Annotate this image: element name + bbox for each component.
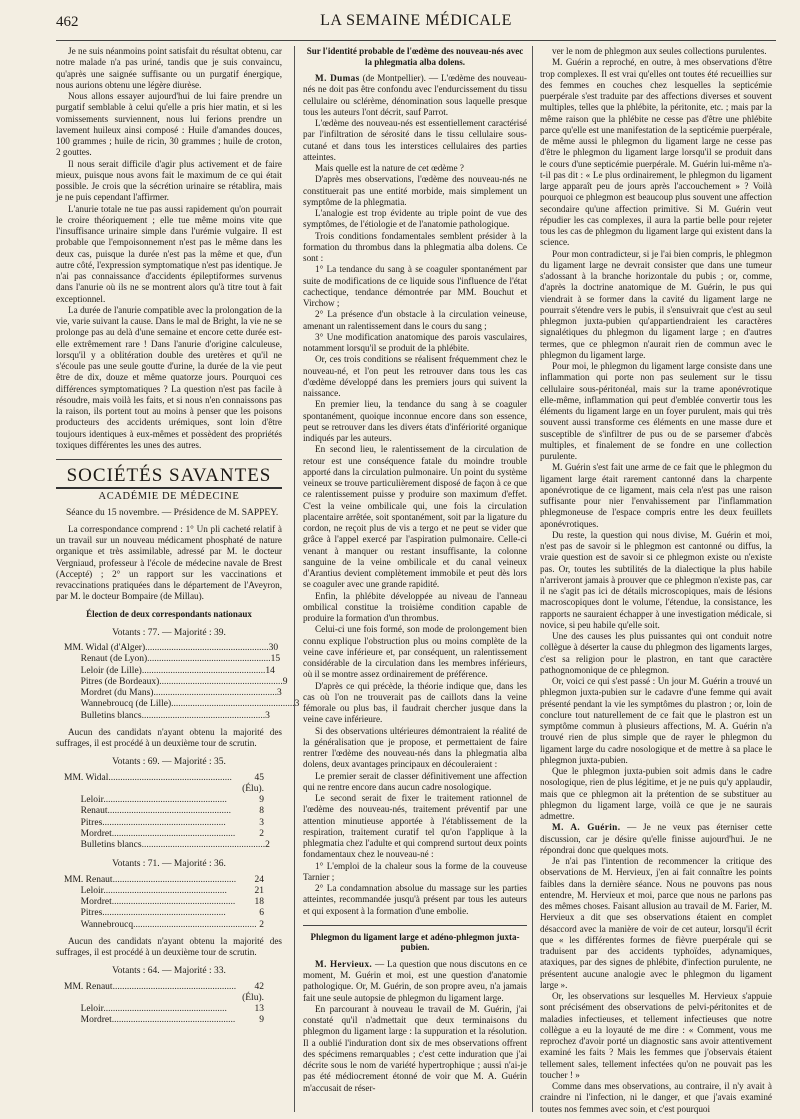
paragraph: Or, ces trois conditions se réalisent fréquemment chez le nouveau-né, et l'on peut les retrouver dans tous les cas d'œdème développé dans les premiers jours qui suivent la naissance. [303, 354, 527, 398]
paragraph: Nous allons essayer aujourd'hui de lui faire prendre un purgatif semblable à celui qu'elle a pris hier matin, et si les vomissements surviennent, nous lui ferions prendre un lavement huileux ainsi composé : Huile d'amandes douces, 100 grammes ; huile de ricin, 30 grammes ; huile de croton, 2 gouttes. [56, 91, 282, 158]
vote-count: 24 [254, 874, 264, 885]
paragraph: Trois conditions fondamentales semblent présider à la formation du thrombus dans la phlegmatia alba dolens. Ce sont : [303, 230, 527, 263]
candidate-label: Mordret (du Mans) [80, 688, 154, 698]
paragraph: L'œdème des nouveau-nés est essentiellement caractérisé par l'infiltration de sérosité dans le tissu cellulaire sous-cutané et dans tous les interstices cellulaires des parties atteintes. [303, 118, 527, 162]
candidate-label: Widal [85, 772, 109, 783]
paragraph: Enfin, la phlébite développée au niveau de l'anneau ombilical constitue la troisième condition capable de produire la formation d'un thrombus. [303, 590, 527, 623]
leader-dots: .................................................... [107, 806, 232, 817]
paragraph: Si des observations ultérieures démontraient la réalité de la généralisation que je propose, et permettaient de faire rentrer l'œdème des nouveau-nés dans la phlegmatia alba dolens, deux avantages principaux en découleraient : [303, 725, 527, 770]
speaker-text: — Je ne veux pas éterniser cette discussion, car je désire qu'elle finisse aujourd'hui. Je ne répondrai donc que quelques mots. [540, 822, 772, 855]
vote-count: 3 [294, 699, 300, 710]
vote-count: 3 [259, 817, 264, 828]
candidate-label: Wannebroucq [80, 919, 134, 930]
paragraph-group [540, 856, 772, 1115]
candidate-name [64, 666, 265, 677]
paragraph: Il nous serait difficile d'agir plus activement et de faire mieux, puisque nous avons fait le maximum de ce qui était possible. Je crois que la sécrétion urinaire se rétablira, mais je ne puis cependant l'affirmer. [56, 158, 282, 203]
candidate-name [64, 875, 236, 886]
candidate-label: Renaut [85, 874, 113, 885]
paragraph [303, 959, 527, 1004]
leader-dots: .................................................... [171, 699, 295, 710]
page-header [56, 10, 776, 36]
candidate-label: Leloir [80, 885, 104, 896]
vote-header: Votants : 69. — Majorité : 35. [112, 757, 226, 768]
leader-dots: .................................................... [102, 908, 226, 919]
header-rule [56, 40, 776, 41]
vote-prefix: MM. [64, 981, 84, 992]
vote-count: 42 (Élu). [242, 981, 264, 1003]
vote-block [56, 757, 282, 851]
paragraph: L'anurie totale ne tue pas aussi rapidement qu'on pourrait le croire théoriquement ; elle tue même moins vite que l'insuffisance urinaire simple dans l'urémie vulgaire. Il est probable que l'empoisonnement n'est pas le même dans les deux cas, puisque la durée n'est pas la même et que, d'un autre côté, l'expression symptomatique n'est pas identique. Je n'ai pas connaissance d'accidents épileptiformes survenus dans l'anurie où ils ne se montrent alors qu'à titre tout à fait exceptionnel. [56, 203, 282, 304]
candidate-label: Mordret [80, 828, 112, 839]
speaker-name: M. A. Guérin. [552, 822, 621, 833]
column-divider [532, 46, 533, 1112]
paragraph: 1° La tendance du sang à se coaguler spontanément par suite de modifications de ce liquide sous l'influence de l'état cachectique, tendance démontrée par MM. Bouchut et Virchow ; [303, 264, 527, 308]
leader-dots: .................................................... [145, 643, 269, 653]
journal-title: LA SEMAINE MÉDICALE [320, 12, 512, 29]
paragraph: Comme dans mes observations, au contraire, il n'y avait à craindre ni l'infection, ni le danger, et que j'avais examiné toutes nos femmes avec soin, et c'est pourquoi [540, 1081, 772, 1114]
vote-count: 45 (Élu). [242, 772, 264, 794]
vote-row [56, 795, 282, 806]
election-heading: Élection de deux correspondants nationaux [86, 608, 252, 619]
candidate-name [64, 886, 227, 897]
paragraph: En parcourant à nouveau le travail de M. Guérin, j'ai constaté qu'il n'admettait que deux terminaisons du phlegmon du ligament large : la suppuration et la résolution. Il a oublié l'induration dont six de mes observations offrent des spécimens remarquables ; c'est cette induration que j'ai décrite sous le nom de variété hypertrophique ; aussi n'ai-je pas été médiocrement étonné de voir que M. A. Guérin m'accusait de réser- [303, 1003, 527, 1093]
candidate-label: Wannebroucq (de Lille) [80, 699, 172, 710]
correspondance-paragraph: La correspondance comprend : 1° Un pli cacheté relatif à un travail sur un nouveau médicament phosphaté de nature organique et très assimilable, adressé par M. le docteur Vergniaud, professeur à l'école de médecine navale de Brest (Accepté) ; 2° un rapport sur les vaccinations et revaccinations pratiquées dans le département de l'Aveyron, par M. le docteur Bompaire (de Millau). [56, 523, 282, 602]
candidate-label: Bulletins blancs [80, 710, 142, 721]
vote-row [56, 886, 282, 897]
vote-block [56, 859, 282, 958]
vote-row [56, 829, 282, 840]
paragraph: Celui-ci une fois formé, son mode de prolongement bien connu explique l'obstruction plus ou moins complète de la veine cave inférieure et, par conséquent, un ralentissement considérable de la circulation dans les membres inférieurs, où il se montre assez ordinairement de préférence. [303, 624, 527, 680]
paragraph-group [540, 46, 772, 822]
vote-count: 6 [259, 908, 264, 919]
vote-table [56, 643, 300, 722]
vote-note: Aucun des candidats n'ayant obtenu la majorité des suffrages, il est procédé à un deuxième tour de scrutin. [56, 935, 282, 957]
vote-row [56, 654, 282, 665]
candidate-name [64, 840, 265, 851]
vote-row [56, 840, 282, 851]
candidate-name [64, 1004, 227, 1015]
paragraph: D'après ce qui précède, la théorie indique que, dans les cas où l'on ne trouverait pas de caillots dans la veine fémorale ou plus bas, il faudrait chercher jusque dans la veine cave inférieure. [303, 680, 527, 725]
candidate-label: Bulletins blancs [80, 840, 142, 850]
vote-block [56, 966, 282, 1026]
vote-table [56, 982, 282, 1027]
paragraph: M. Guérin a reproché, en outre, à mes observations d'être trop complexes. Il est vrai qu'elles ont toutes été recueillies sur des femmes en couches chez lesquelles la septicémie puerpérale s'est traduite par des affections diverses et souvent multiples, telles que la phlébite, la péritonite, etc. ; mais par la même raison que la phlébite ne cesse pas d'être une phlébite parce qu'elle est une manifestation de la septicémie puerpérale, de même aussi le phlegmon du ligament large ne cesse pas d'être le phlegmon du ligament large lorsqu'il se produit dans le cours d'une septicémie puerpérale. M. Guérin lui-même n'a-t-il pas dit : « Le plus ordinairement, le phlegmon du ligament large apparaît peu de jours après l'accouchement » ? Voilà pourquoi ce phlegmon est beaucoup plus souvent une affection secondaire qu'une affection primitive. Si M. Guérin veut répudier les cas complexes, il aura la partie belle pour rejeter tous les cas de phlegmon du ligament large qui existent dans la science. [540, 57, 772, 248]
leader-dots: .................................................... [141, 710, 266, 721]
paragraph: L'analogie est trop évidente au triple point de vue des symptômes, de l'étiologie et de l'anatomie pathologique. [303, 208, 527, 230]
candidate-label: Leloir [80, 1004, 104, 1014]
paragraph: Mais quelle est la nature de cet œdème ? [315, 163, 464, 173]
vote-row [56, 818, 282, 829]
vote-row [56, 1015, 282, 1026]
vote-count: 18 [254, 897, 264, 907]
vote-row [56, 875, 282, 886]
candidate-name [64, 795, 227, 806]
leader-dots: .................................................... [103, 1004, 227, 1014]
section-title: SOCIÉTÉS SAVANTES [66, 465, 272, 486]
vote-row [56, 688, 282, 699]
section-rule [56, 487, 282, 489]
paragraph: ver le nom de phlegmon aux seules collections purulentes. [552, 46, 767, 56]
speaker-text: — La question que nous discutons en ce moment, M. Guérin et moi, est une question d'anatomie pathologique. Or, M. Guérin, de son propre aveu, n'a jamais fait une seule autopsie de phlegmon du ligament large. [303, 958, 528, 1003]
column-divider [294, 46, 295, 1112]
vote-table [56, 773, 282, 852]
paragraph: Que le phlegmon juxta-pubien soit admis dans le cadre nosologique, rien de plus légitime, et je ne puis qu'y applaudir, mais que ce phlegmon ait la prétention de se substituer au phlegmon du ligament large, voilà ce que je ne saurais admettre. [540, 766, 772, 821]
leader-dots: .................................................... [141, 840, 266, 850]
vote-row [56, 908, 282, 919]
candidate-label: Mordret [80, 1015, 112, 1026]
leader-dots: .................................................... [147, 654, 271, 665]
candidate-name [64, 643, 269, 654]
candidate-name [64, 699, 295, 710]
candidate-name [64, 806, 231, 817]
academy-title: ACADÉMIE DE MÉDECINE [98, 491, 240, 503]
paragraph: D'après mes observations, l'œdème des nouveau-nés ne constituerait pas une entité morbide, mais simplement un symptôme de la phlegmatia. [303, 174, 527, 207]
paragraph: 3° Une modification anatomique des parois vasculaires, notamment lorsqu'il se produit de la phlébite. [303, 331, 527, 353]
candidate-label: Renaut [85, 981, 113, 992]
vote-count: 9 [282, 676, 288, 687]
paragraph: En premier lieu, la tendance du sang à se coaguler spontanément, quoique inconnue encore dans son essence, peut se retrouver dans les divers états d'infériorité organique indiqués par les auteurs. [303, 399, 527, 443]
vote-header: Votants : 71. — Majorité : 36. [112, 859, 226, 870]
leader-dots: .................................................... [111, 1015, 236, 1026]
vote-count: 9 [259, 1015, 264, 1026]
paragraph: La durée de l'anurie compatible avec la prolongation de la vie, varie suivant la cause. Dans le mal de Bright, la vie ne se prolonge pas au delà d'une semaine et encore cette durée est-elle extrêmement rare ! Dans l'anurie d'origine calculeuse, lorsqu'il y a oblitération double des uretères et qu'il ne s'écoule pas une seule goutte d'urine, la durée de la vie peut être de dix, douze et même quatorze jours. Pourquoi ces différences symptomatiques ? La question n'est pas facile à résoudre, mais voilà les faits, et si nous n'en connaissons pas la raison, ils portent tout au moins à penser que les poisons producteurs des accidents urémiques, sont loin d'être toujours identiques à eux-mêmes et possèdent des propriétés toxiques différentes les unes des autres. [56, 304, 282, 450]
vote-count: 21 [254, 885, 264, 896]
paragraph: Or, les observations sur lesquelles M. Hervieux s'appuie sont précisément des observations de pelvi-péritonites et de maladies infectieuses, et tellement infectieuses que notre collègue a eu la loyauté de me dire : « Comment, vous me reprochez d'avoir porté un diagnostic sans avoir attentivement examiné les faits ? Mais les femmes que j'observais étaient tellement sales, tellement infectées qu'on ne pouvait pas les toucher ! » [540, 991, 772, 1080]
vote-count: 3 [276, 688, 282, 698]
vote-row [56, 806, 282, 817]
paragraph: Je ne suis néanmoins point satisfait du résultat obtenu, car notre malade n'a pas uriné, tandis que je suis convaincu, qu'après une saignée suffisante ou un purgatif énergique, nous aurions obtenu une légère diurèse. [56, 46, 282, 90]
paragraph: Pour mon contradicteur, si je l'ai bien compris, le phlegmon du ligament large ne devrait consister que dans une tumeur s'adossant à la branche horizontale du pubis ; or, comme, d'après la doctrine anatomique de M. Guérin, le pus qui viendrait à se former dans la cavité du ligament large ne pourrait s'étendre vers le pubis, il s'ensuivrait que c'est au seul phlegmon juxta-pubien qu'appartiendraient les caractères signalétiques du phlegmon du ligament large ; en d'autres termes, que ce phlegmon n'aurait rien de commun avec le phlegmon du ligament large. [540, 248, 772, 360]
candidate-name [64, 711, 265, 722]
vote-count: 2 [265, 840, 270, 850]
paragraph-group [303, 1004, 527, 1094]
leader-dots: .................................................... [103, 885, 227, 896]
vote-row [56, 699, 300, 710]
paragraph: En second lieu, le ralentissement de la circulation de retour est une conséquence fatale du moindre trouble apporté dans la circulation pulmonaire. Un point du système veineux se trouve particulièrement disposé de façon à ce que ce ralentissement puisse y produire son maximum d'effet. C'est la veine ombilicale qui, une fois la circulation placentaire arrêtée, soit spontanément, soit par la ligature du cordon, ne reçoit plus de vis a tergo et ne peut se vider que grâce à l'appel exercé par l'aspiration pulmonaire. Celle-ci venant à manquer ou restant insuffisante, la colonne sanguine de la veine ombilicale et du canal veineux d'Arantius devient complètement immobile et peut dès lors se coaguler avec une grande rapidité. [303, 444, 527, 590]
candidate-name [64, 908, 226, 919]
seance-line: Séance du 15 novembre. — Présidence de M. SAPPEY. [66, 507, 279, 518]
candidate-label: Pitres [80, 908, 103, 919]
candidate-label: Pitres (de Bordeaux) [80, 676, 160, 687]
candidate-label: Mordret [80, 897, 112, 907]
leader-dots: .................................................... [108, 772, 232, 783]
vote-table [56, 875, 282, 931]
vote-row [56, 773, 282, 796]
vote-count: 2 [259, 919, 264, 930]
vote-row [56, 920, 282, 931]
column-middle [303, 46, 527, 1114]
vote-count: 30 [268, 643, 279, 653]
paragraph: 2° La présence d'un obstacle à la circulation veineuse, amenant un ralentissement dans le cours du sang ; [303, 309, 527, 331]
candidate-name [64, 688, 277, 699]
vote-note: Aucun des candidats n'ayant obtenu la majorité des suffrages, il est procédé à un deuxième tour de scrutin. [56, 726, 282, 748]
column-left [56, 46, 300, 1114]
paragraph: Du reste, la question qui nous divise, M. Guérin et moi, n'est pas de savoir si le phlegmon est cantonné ou diffus, la vraie question est de savoir si ce phlegmon existe ou n'existe pas. Or, toutes les subtilités de la dialectique la plus habile n'arriveront jamais à prouver que ce phlegmon n'existe pas, car il ne s'agit pas ici de détails microscopiques, mais de lésions macroscopiques dont le volume, l'étendue, la consistance, les rapports ne sauraient échapper à une investigation médicale, si novice, si peu habile qu'elle soit. [540, 529, 772, 630]
section-rule [303, 925, 527, 926]
candidate-label: Leloir [80, 795, 104, 805]
vote-header: Votants : 64. — Majorité : 33. [112, 966, 226, 977]
candidate-name [64, 677, 283, 688]
page-number: 462 [56, 14, 79, 30]
leader-dots: .................................................... [153, 688, 277, 698]
candidate-name [64, 897, 235, 908]
candidate-label: Widal (d'Alger) [85, 643, 146, 653]
candidate-name [64, 654, 271, 665]
leader-dots: .................................................... [133, 919, 257, 930]
vote-row [56, 676, 288, 688]
paragraph: Le premier serait de classer définitivement une affection qui ne rentre encore dans aucun cadre nosologique. [303, 770, 527, 792]
speaker-name: M. Dumas [315, 73, 360, 83]
paragraph: Or, voici ce qui s'est passé : Un jour M. Guérin a trouvé un phlegmon juxta-pubien sur le cadavre d'une femme qui avait présenté pendant la vie les symptômes du plastron ; or, loin de conclure tout naturellement de ce fait que le plastron est un symptôme commun à plusieurs affections, M. A. Guérin n'a trouvé rien de plus simple que de rayer le phlegmon du ligament large du cadre nosologique et de mettre à sa place le phlegmon juxta-pubien. [540, 676, 772, 765]
candidate-label: Leloir (de Lille) [80, 665, 142, 676]
section-rule [56, 459, 282, 460]
vote-count: 15 [270, 654, 281, 665]
paragraph: 1° L'emploi de la chaleur sous la forme de la couveuse Tarnier ; [303, 860, 527, 882]
article-title: Phlegmon du ligament large et adéno-phlegmon juxta-pubien. [310, 931, 520, 953]
paragraph-group [303, 118, 527, 917]
vote-prefix: MM. [64, 772, 84, 783]
leader-dots: .................................................... [159, 676, 283, 687]
vote-count: 3 [265, 710, 270, 721]
vote-row [56, 711, 282, 722]
candidate-label: Renaut (de Lyon) [80, 654, 148, 665]
leader-dots: .................................................... [141, 665, 266, 676]
vote-count: 8 [259, 806, 264, 817]
candidate-name [64, 818, 226, 829]
vote-count: 13 [254, 1004, 264, 1014]
vote-prefix: MM. [64, 643, 84, 653]
vote-prefix: MM. [64, 874, 84, 885]
leader-dots: .................................................... [112, 981, 237, 992]
vote-count: 9 [259, 795, 264, 805]
vote-row [56, 897, 282, 908]
candidate-name [64, 982, 236, 1005]
paragraph: Pour moi, le phlegmon du ligament large consiste dans une inflammation qui porte non pas seulement sur le tissu cellulaire sous-péritonéal, mais sur la trame aponévrotique elle-même, inflammation qui peut d'emblée convertir tous les éléments du ligament large en un foyer purulent, mais qui très souvent aussi transforme ces éléments en une masse dure et susceptible de s'infiltrer de pus ou de se parsemer d'abcès multiples, et finalement de se fondre en une collection purulente. [540, 361, 772, 461]
paragraph: Une des causes les plus puissantes qui ont conduit notre collègue à déserter la cause du phlegmon des ligaments larges, c'est sa religion pour le plastron, en tant que caractère pathognomonique de ce phlegmon. [540, 631, 772, 675]
article-title: Sur l'identité probable de l'œdème des nouveau-nés avec la phlegmatia alba dolens. [306, 46, 524, 67]
leader-dots: .................................................... [111, 897, 236, 907]
column-right [540, 46, 772, 1114]
speaker-name: M. Hervieux. [315, 958, 373, 969]
candidate-name [64, 829, 235, 840]
leader-dots: .................................................... [102, 817, 226, 828]
paragraph: Le second serait de fixer le traitement rationnel de l'œdème des nouveau-nés, traitement préventif par une attention minutieuse apportée à l'établissement de la respiration, traitement curatif tel qu'on l'applique à la phlegmatia chez l'adulte et qui comprend surtout deux points fondamentaux chez le nouveau-né : [303, 793, 527, 860]
vote-row [56, 1004, 282, 1015]
vote-count: 2 [259, 828, 264, 839]
paragraph [540, 822, 772, 856]
leader-dots: .................................................... [103, 795, 227, 805]
leader-dots: .................................................... [111, 828, 236, 839]
paragraph: M. Guérin s'est fait une arme de ce fait que le phlegmon du ligament large était rarement cantonné dans la charpente aponévrotique de ce ligament, mais cela n'est pas une raison suffisante pour nier l'envahissement par l'inflammation phlegmoneuse de l'espace compris entre les deux feuillets aponévrotiques. [540, 462, 772, 529]
vote-row [56, 982, 282, 1005]
vote-header: Votants : 77. — Majorité : 39. [112, 627, 226, 638]
candidate-name [64, 920, 257, 931]
vote-row [56, 643, 282, 654]
paragraph [303, 73, 527, 118]
paragraph: 2° La condamnation absolue du massage sur les parties atteintes, recommandée jusqu'à présent par tous les auteurs et qui exposent à la formation d'une embolie. [303, 883, 527, 916]
candidate-label: Pitres [80, 817, 103, 828]
speaker-text: (de Montpellier). — L'œdème des nouveau-nés ne doit pas être confondu avec l'endurcissement du tissu cellulaire ou sclérème, dénomination sous laquelle presque tous les auteurs l'ont décrit, sauf Parrot. [303, 73, 527, 117]
leader-dots: .................................................... [112, 874, 237, 885]
vote-row [56, 666, 282, 677]
paragraph: Je n'ai pas l'intention de recommencer la critique des observations de M. Hervieux, j'en ai fait connaître les points faibles dans la dernière séance. Nous ne pouvons pas nous entendre, M. Hervieux et moi, parce que nous ne parlons pas des mêmes choses. Faisant allusion au travail de M. Farier, M. Hervieux a dit que ses observations étaient en complet désaccord avec la manière de voir de cet auteur, lorsqu'il écrit que « les différentes formes de fièvre puerpérale qui se traduisent par des accidents typhoïdes, adynamiques, ataxiques, par des signes de phlébite, d'infection purulente, ne présentent aucune analogie avec le phlegmon du ligament large ». [540, 856, 772, 990]
candidate-name [64, 1015, 235, 1026]
vote-count: 14 [265, 665, 275, 676]
candidate-name [64, 773, 232, 796]
vote-block [56, 627, 300, 750]
candidate-label: Renaut [80, 806, 108, 817]
